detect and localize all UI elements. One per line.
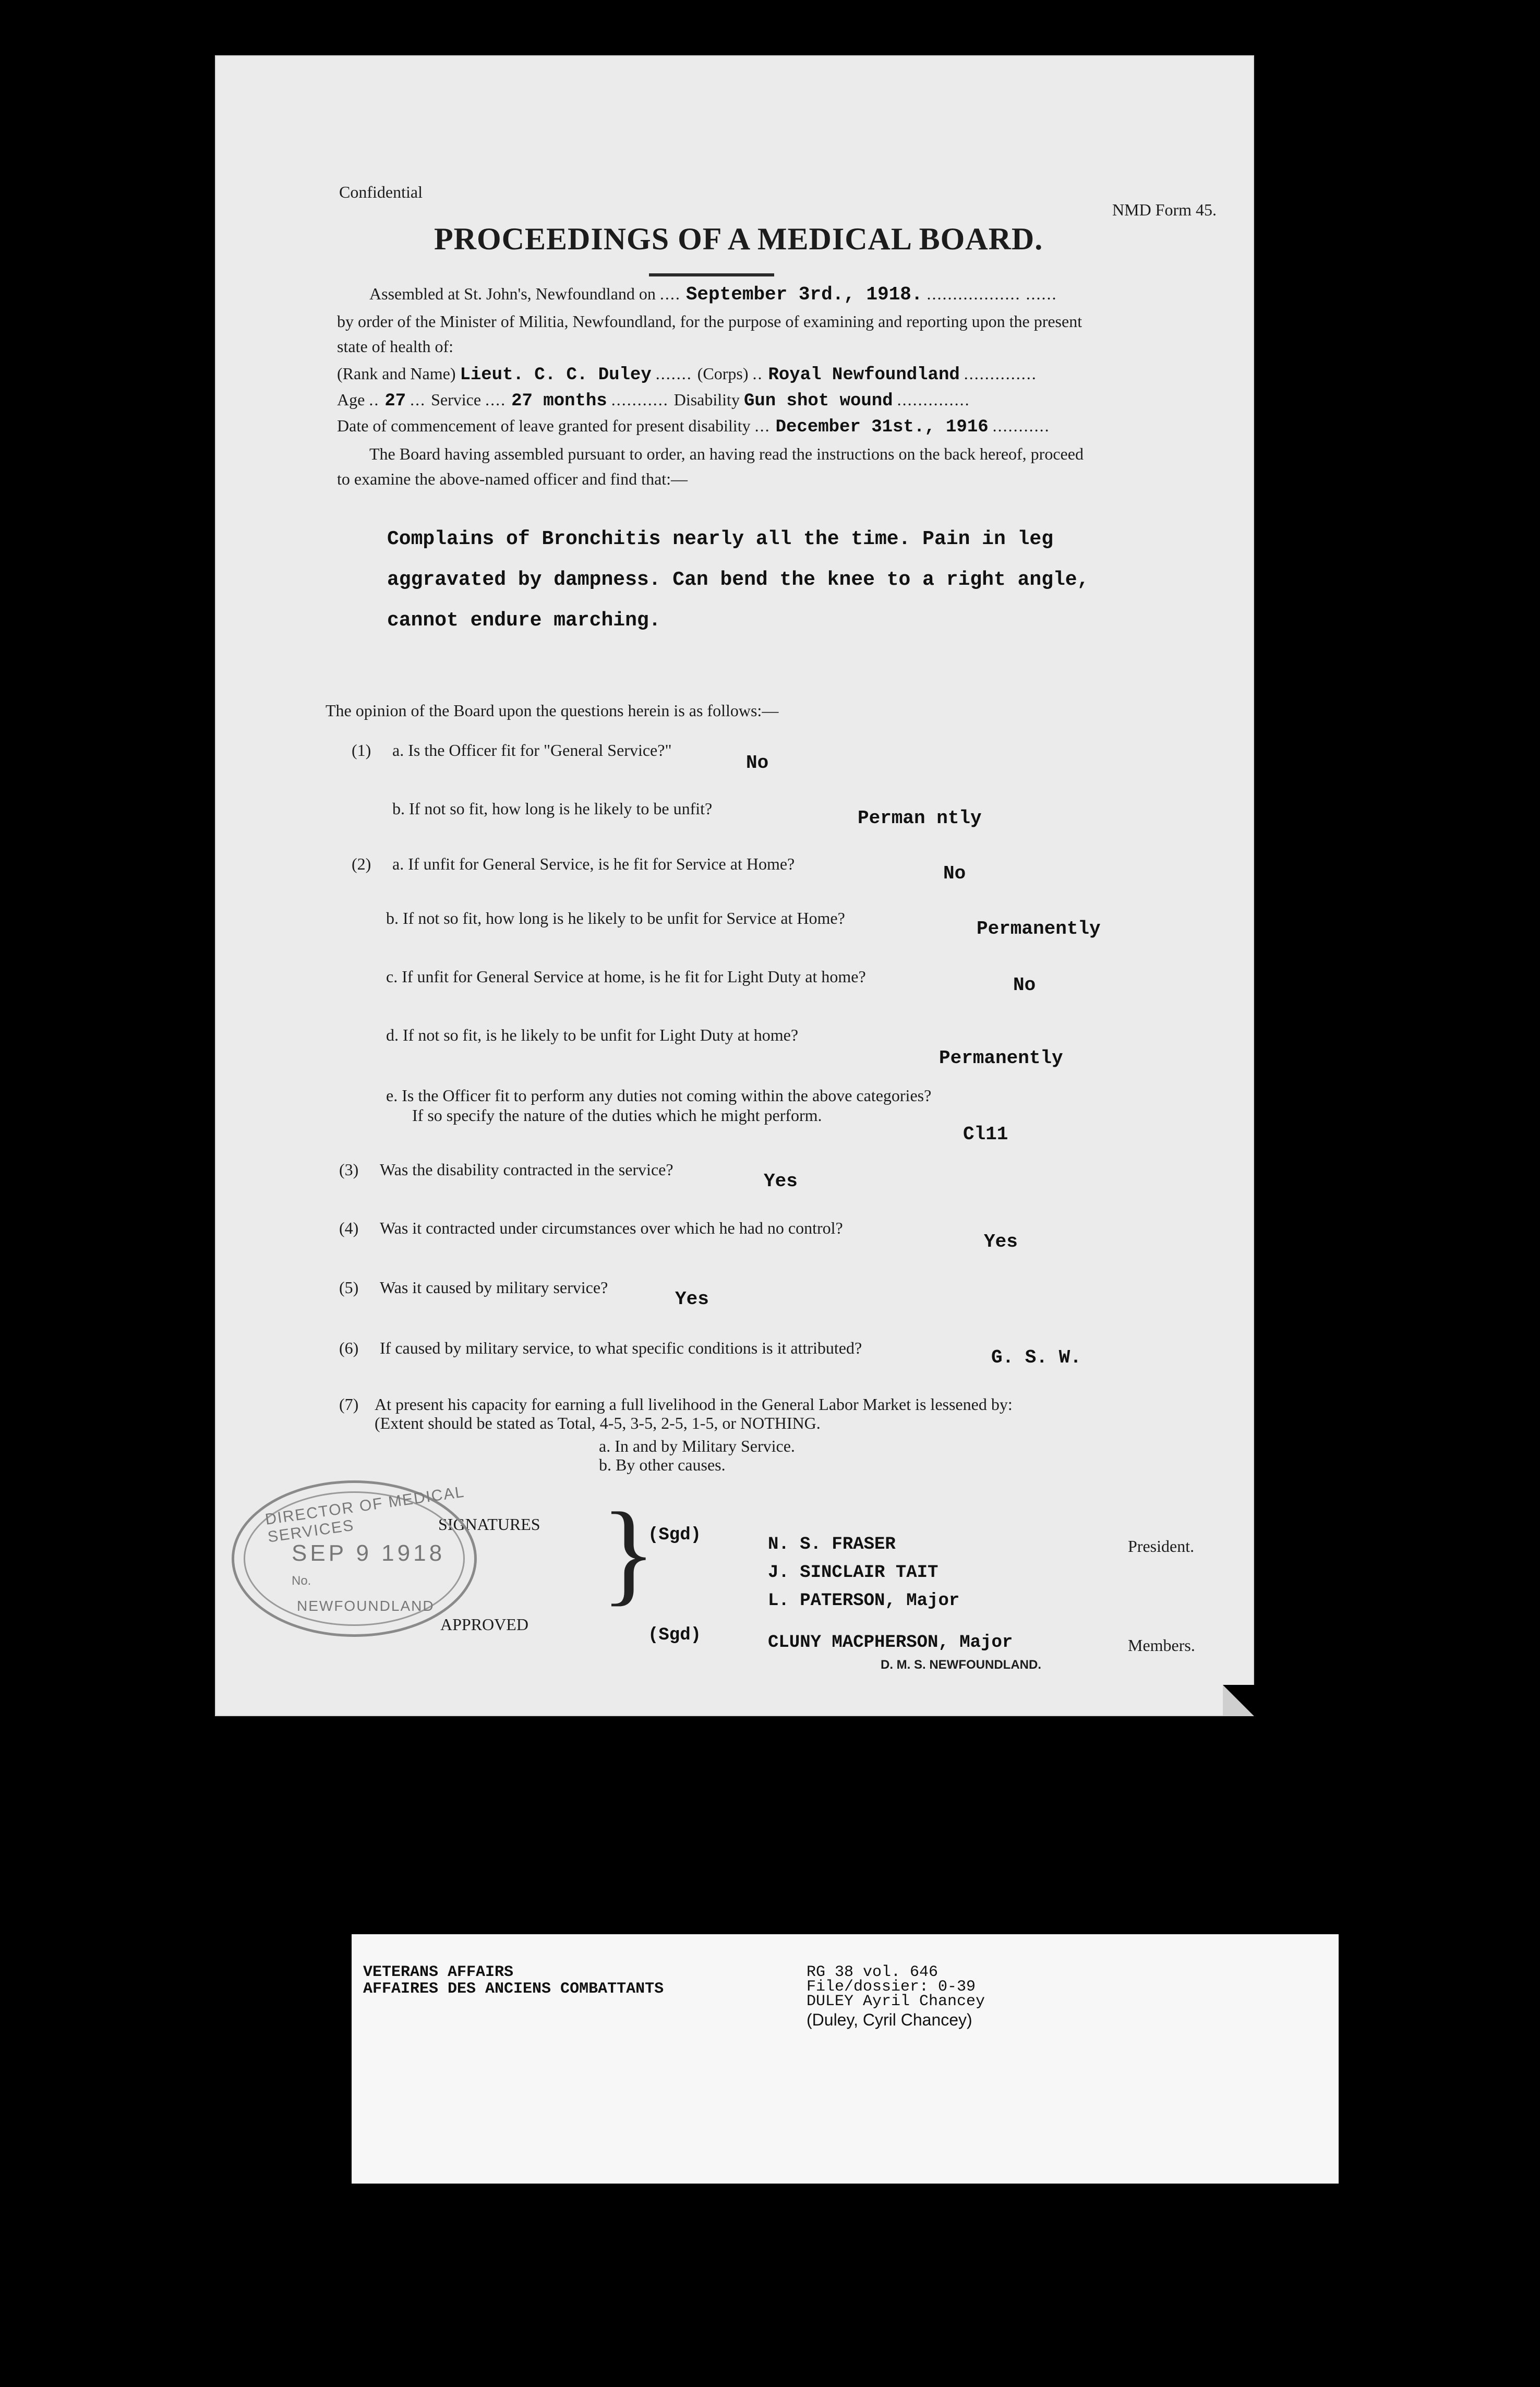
president-label: President. — [1128, 1537, 1195, 1556]
president-name: N. S. FRASER — [768, 1535, 896, 1554]
q7-option-b: b. By other causes. — [599, 1455, 726, 1474]
assembly-date: September 3rd., 1918. — [685, 284, 923, 305]
q7-number: (7) — [339, 1395, 359, 1414]
card-name-corrected: (Duley, Cyril Chancey) — [807, 2010, 972, 2029]
q1a-answer: No — [746, 752, 769, 774]
card-file: File/dossier: 0-39 — [807, 1978, 976, 1996]
stamp-date: SEP 9 1918 — [292, 1540, 446, 1566]
card-name: DULEY Ayril Chancey — [807, 1993, 985, 2010]
q2a-answer: No — [943, 863, 966, 884]
q2d-answer: Permanently — [939, 1047, 1063, 1069]
assembly-state: state of health of: — [337, 337, 454, 356]
findings-line3: cannot endure marching. — [387, 609, 661, 632]
stamp-department: DIRECTOR OF MEDICAL SERVICES — [264, 1483, 465, 1546]
signature-brace: } — [601, 1489, 656, 1616]
archive-reference-card — [352, 1934, 1339, 2184]
q5-text: Was it caused by military service? — [380, 1278, 608, 1297]
q3-answer: Yes — [764, 1171, 798, 1192]
q2b-answer: Permanently — [977, 918, 1101, 939]
q7-option-a: a. In and by Military Service. — [599, 1437, 795, 1455]
q2b-text: b. If not so fit, how long is he likely to be unfit for Service at Home? — [386, 909, 845, 927]
q2c-answer: No — [1013, 974, 1036, 996]
q7-text-line2: (Extent should be stated as Total, 4-5, 3-5, 2-5, 1-5, or NOTHING. — [375, 1414, 821, 1432]
leave-label: Date of commencement of leave granted for present disability — [337, 416, 751, 435]
q3-text: Was the disability contracted in the service? — [380, 1160, 673, 1179]
findings-line1: Complains of Bronchitis nearly all the time. Pain in leg — [387, 528, 1054, 550]
title-underline — [649, 273, 774, 276]
leave-row: Date of commencement of leave granted for present disability ... December 31st., 1916 ........... — [337, 416, 1050, 437]
corps-label: (Corps) — [697, 364, 749, 383]
q7-text-line1: At present his capacity for earning a full livelihood in the General Labor Market is lessened by: — [375, 1395, 1013, 1414]
approved-label: APPROVED — [440, 1615, 528, 1634]
q2d-text: d. If not so fit, is he likely to be unfit for Light Duty at home? — [386, 1026, 799, 1044]
member-name-2: L. PATERSON, Major — [768, 1591, 960, 1611]
rank-name-label: (Rank and Name) — [337, 364, 456, 383]
age-label: Age — [337, 390, 365, 409]
disability-label: Disability — [673, 390, 740, 409]
card-dept-en: VETERANS AFFAIRS — [363, 1963, 514, 1981]
q5-answer: Yes — [675, 1288, 709, 1310]
assembly-purpose: by order of the Minister of Militia, Newfoundland, for the purpose of examining and reporting upon the present — [337, 312, 1082, 331]
q4-number: (4) — [339, 1219, 359, 1237]
signatures-label: SIGNATURES — [438, 1515, 540, 1534]
q5-number: (5) — [339, 1278, 359, 1297]
folded-corner — [1223, 1685, 1254, 1716]
member-name-1: J. SINCLAIR TAIT — [768, 1563, 939, 1583]
approver-title: D. M. S. NEWFOUNDLAND. — [881, 1658, 1041, 1672]
leave-date-value: December 31st., 1916 — [775, 417, 989, 437]
received-stamp — [232, 1480, 477, 1637]
q2e-text-line2: If so specify the nature of the duties which he might perform. — [412, 1106, 822, 1125]
board-text-line2: to examine the above-named officer and find that:— — [337, 469, 688, 488]
q6-text: If caused by military service, to what specific conditions is it attributed? — [380, 1339, 862, 1357]
rank-name-row: (Rank and Name) Lieut. C. C. Duley ....... (Corps) .. Royal Newfoundland .............. — [337, 364, 1037, 385]
opinion-intro: The opinion of the Board upon the questions herein is as follows:— — [326, 701, 779, 720]
rank-name-value: Lieut. C. C. Duley — [460, 365, 652, 385]
age-service-row: Age .. 27 ... Service .... 27 months ........... Disability Gun shot wound .............. — [337, 390, 970, 411]
q1-number: (1) — [352, 741, 371, 760]
q2e-answer: Cl11 — [963, 1124, 1008, 1145]
stamp-number: No. — [292, 1574, 311, 1588]
q4-answer: Yes — [984, 1231, 1018, 1252]
q1a-text: a. Is the Officer fit for "General Service?" — [392, 741, 672, 760]
confidential-label: Confidential — [339, 183, 423, 201]
disability-value: Gun shot wound — [743, 391, 893, 411]
q4-text: Was it contracted under circumstances over which he had no control? — [380, 1219, 843, 1237]
q2c-text: c. If unfit for General Service at home, is he fit for Light Duty at home? — [386, 967, 866, 986]
board-text-line1: The Board having assembled pursuant to order, an having read the instructions on the back hereof, proceed — [369, 444, 1084, 463]
q1b-answer: Perman ntly — [858, 807, 982, 829]
age-value: 27 — [384, 391, 406, 411]
assembly-prefix: Assembled at St. John's, Newfoundland on — [369, 284, 656, 303]
stamp-location: NEWFOUNDLAND — [297, 1598, 435, 1614]
document-page — [215, 55, 1254, 1716]
findings-line2: aggravated by dampness. Can bend the knee to a right angle, — [387, 569, 1089, 591]
service-value: 27 months — [511, 391, 607, 411]
q3-number: (3) — [339, 1160, 359, 1179]
q2e-text-line1: e. Is the Officer fit to perform any duties not coming within the above categories? — [386, 1086, 932, 1105]
corps-value: Royal Newfoundland — [768, 365, 960, 385]
q6-answer: G. S. W. — [991, 1347, 1081, 1368]
q1b-text: b. If not so fit, how long is he likely to be unfit? — [392, 799, 713, 818]
members-label: Members. — [1128, 1636, 1195, 1655]
sgd-mark-2: (Sgd) — [648, 1625, 702, 1645]
card-dept-fr: AFFAIRES DES ANCIENS COMBATTANTS — [363, 1980, 664, 1998]
page-title: PROCEEDINGS OF A MEDICAL BOARD. — [434, 222, 1043, 256]
approver-name: CLUNY MACPHERSON, Major — [768, 1633, 1013, 1653]
q2-number: (2) — [352, 854, 371, 873]
form-number: NMD Form 45. — [1112, 200, 1217, 219]
service-label: Service — [431, 390, 482, 409]
q2a-text: a. If unfit for General Service, is he fit for Service at Home? — [392, 854, 795, 873]
card-rg: RG 38 vol. 646 — [807, 1963, 939, 1981]
assembly-line: Assembled at St. John's, Newfoundland on .... September 3rd., 1918. .................. ...... — [369, 284, 1057, 305]
sgd-mark-1: (Sgd) — [648, 1525, 702, 1545]
q6-number: (6) — [339, 1339, 359, 1357]
